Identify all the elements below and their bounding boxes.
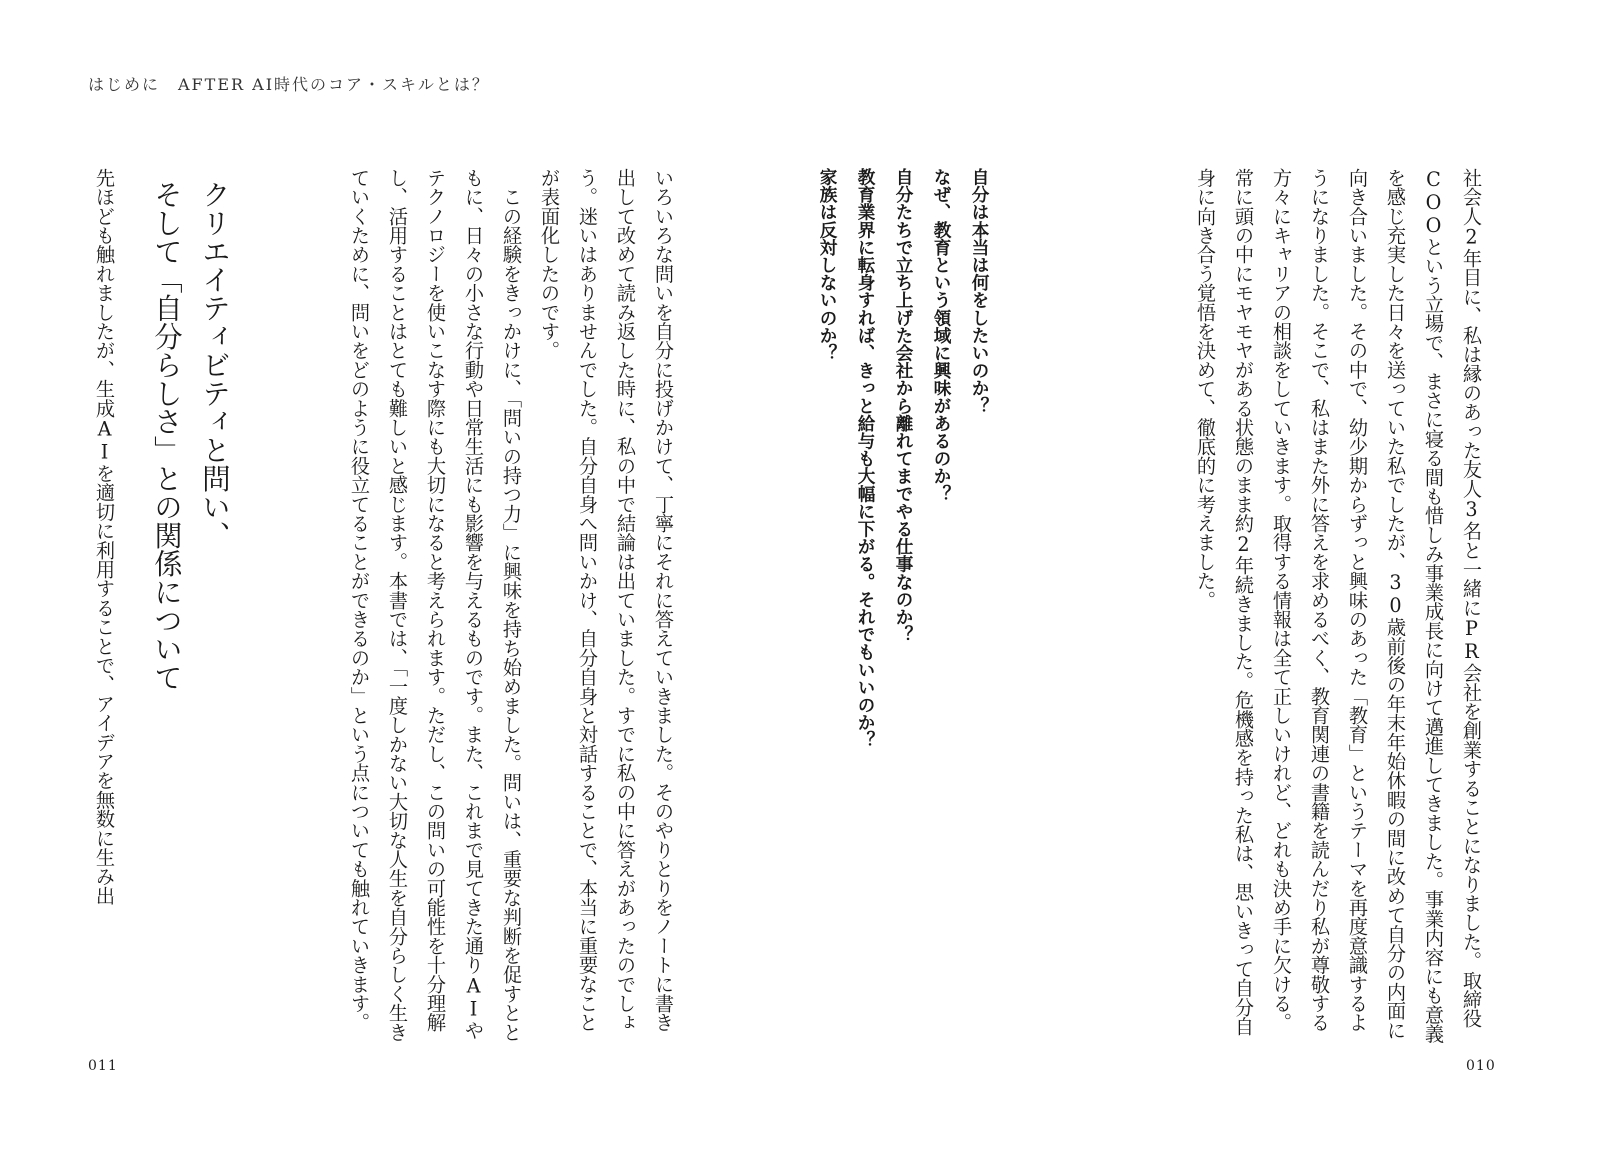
page-number-right: 010 <box>1466 1058 1496 1074</box>
page-number-left: 011 <box>88 1058 118 1074</box>
running-head: はじめに AFTER AI時代のコア・スキルとは？ <box>88 75 490 94</box>
left-page-body-text: いろいろな問いを自分に投げかけて、丁寧にそれに答えていきました。そのやりとりをノートに書き出して改めて読み返した時に、私の中で結論は出ていました。すでに私の中に答えがあったのでしょう。迷いはありませんでした。自分自身へ問いかけ、自分自身と対話することで、本当に重要なことが表面化したのです。 この経験をきっかけに、「問いの持つ力」に興味を持ち始めました。問いは、重要な判断を促すとともに、日々の小さな行動や日常生活にも影響を与えるものです。また、これまで見てきた通りAIやテクノロジーを使いこなす際にも大切になると考えられます。ただし、この問いの可能性を十分理解し、活用することはとても難しいと感じます。本書では、「一度しかない大切な人生を自分らしく生きていくために、問いをどのように役立てることができるのか」という点についても触れていきます。 <box>348 168 675 1042</box>
section-heading: クリエイティビティと問い、 そして「自分らしさ」との関係について <box>150 180 231 692</box>
question-list: 自分は本当は何をしたいのか？ なぜ、教育という領域に興味があるのか？ 自分たちで立ち上げた会社から離れてまでやる仕事なのか？ 教育業界に転身すれば、きっと給与も大幅に下がる。それでもいいのか？ 家族は反対しないのか？ <box>817 168 989 749</box>
left-page-continued-text: 先ほども触れましたが、生成AIを適切に利用することで、アイデアを無数に生み出 <box>93 168 116 906</box>
right-page-body-text: 社会人2年目に、私は縁のあった友人3名と一緒にPR会社を創業することになりました。取締役COOという立場で、まさに寝る間も惜しみ事業成長に向けて邁進してきました。事業内容にも意義を感じ充実した日々を送っていた私でしたが、30歳前後の年末年始休暇の間に改めて自分の内面に向き合いました。その中で、幼少期からずっと興味のあった「教育」というテーマを再度意識するようになりました。そこで、私はまた外に答えを求めるべく、教育関連の書籍を読んだり私が尊敬する方々にキャリアの相談をしていきます。取得する情報は全て正しいけれど、どれも決め手に欠ける。常に頭の中にモヤモヤがある状態のまま約2年続きました。危機感を持った私は、思いきって自分自身に向き合う覚悟を決めて、徹底的に考えました。 <box>1194 168 1483 1044</box>
